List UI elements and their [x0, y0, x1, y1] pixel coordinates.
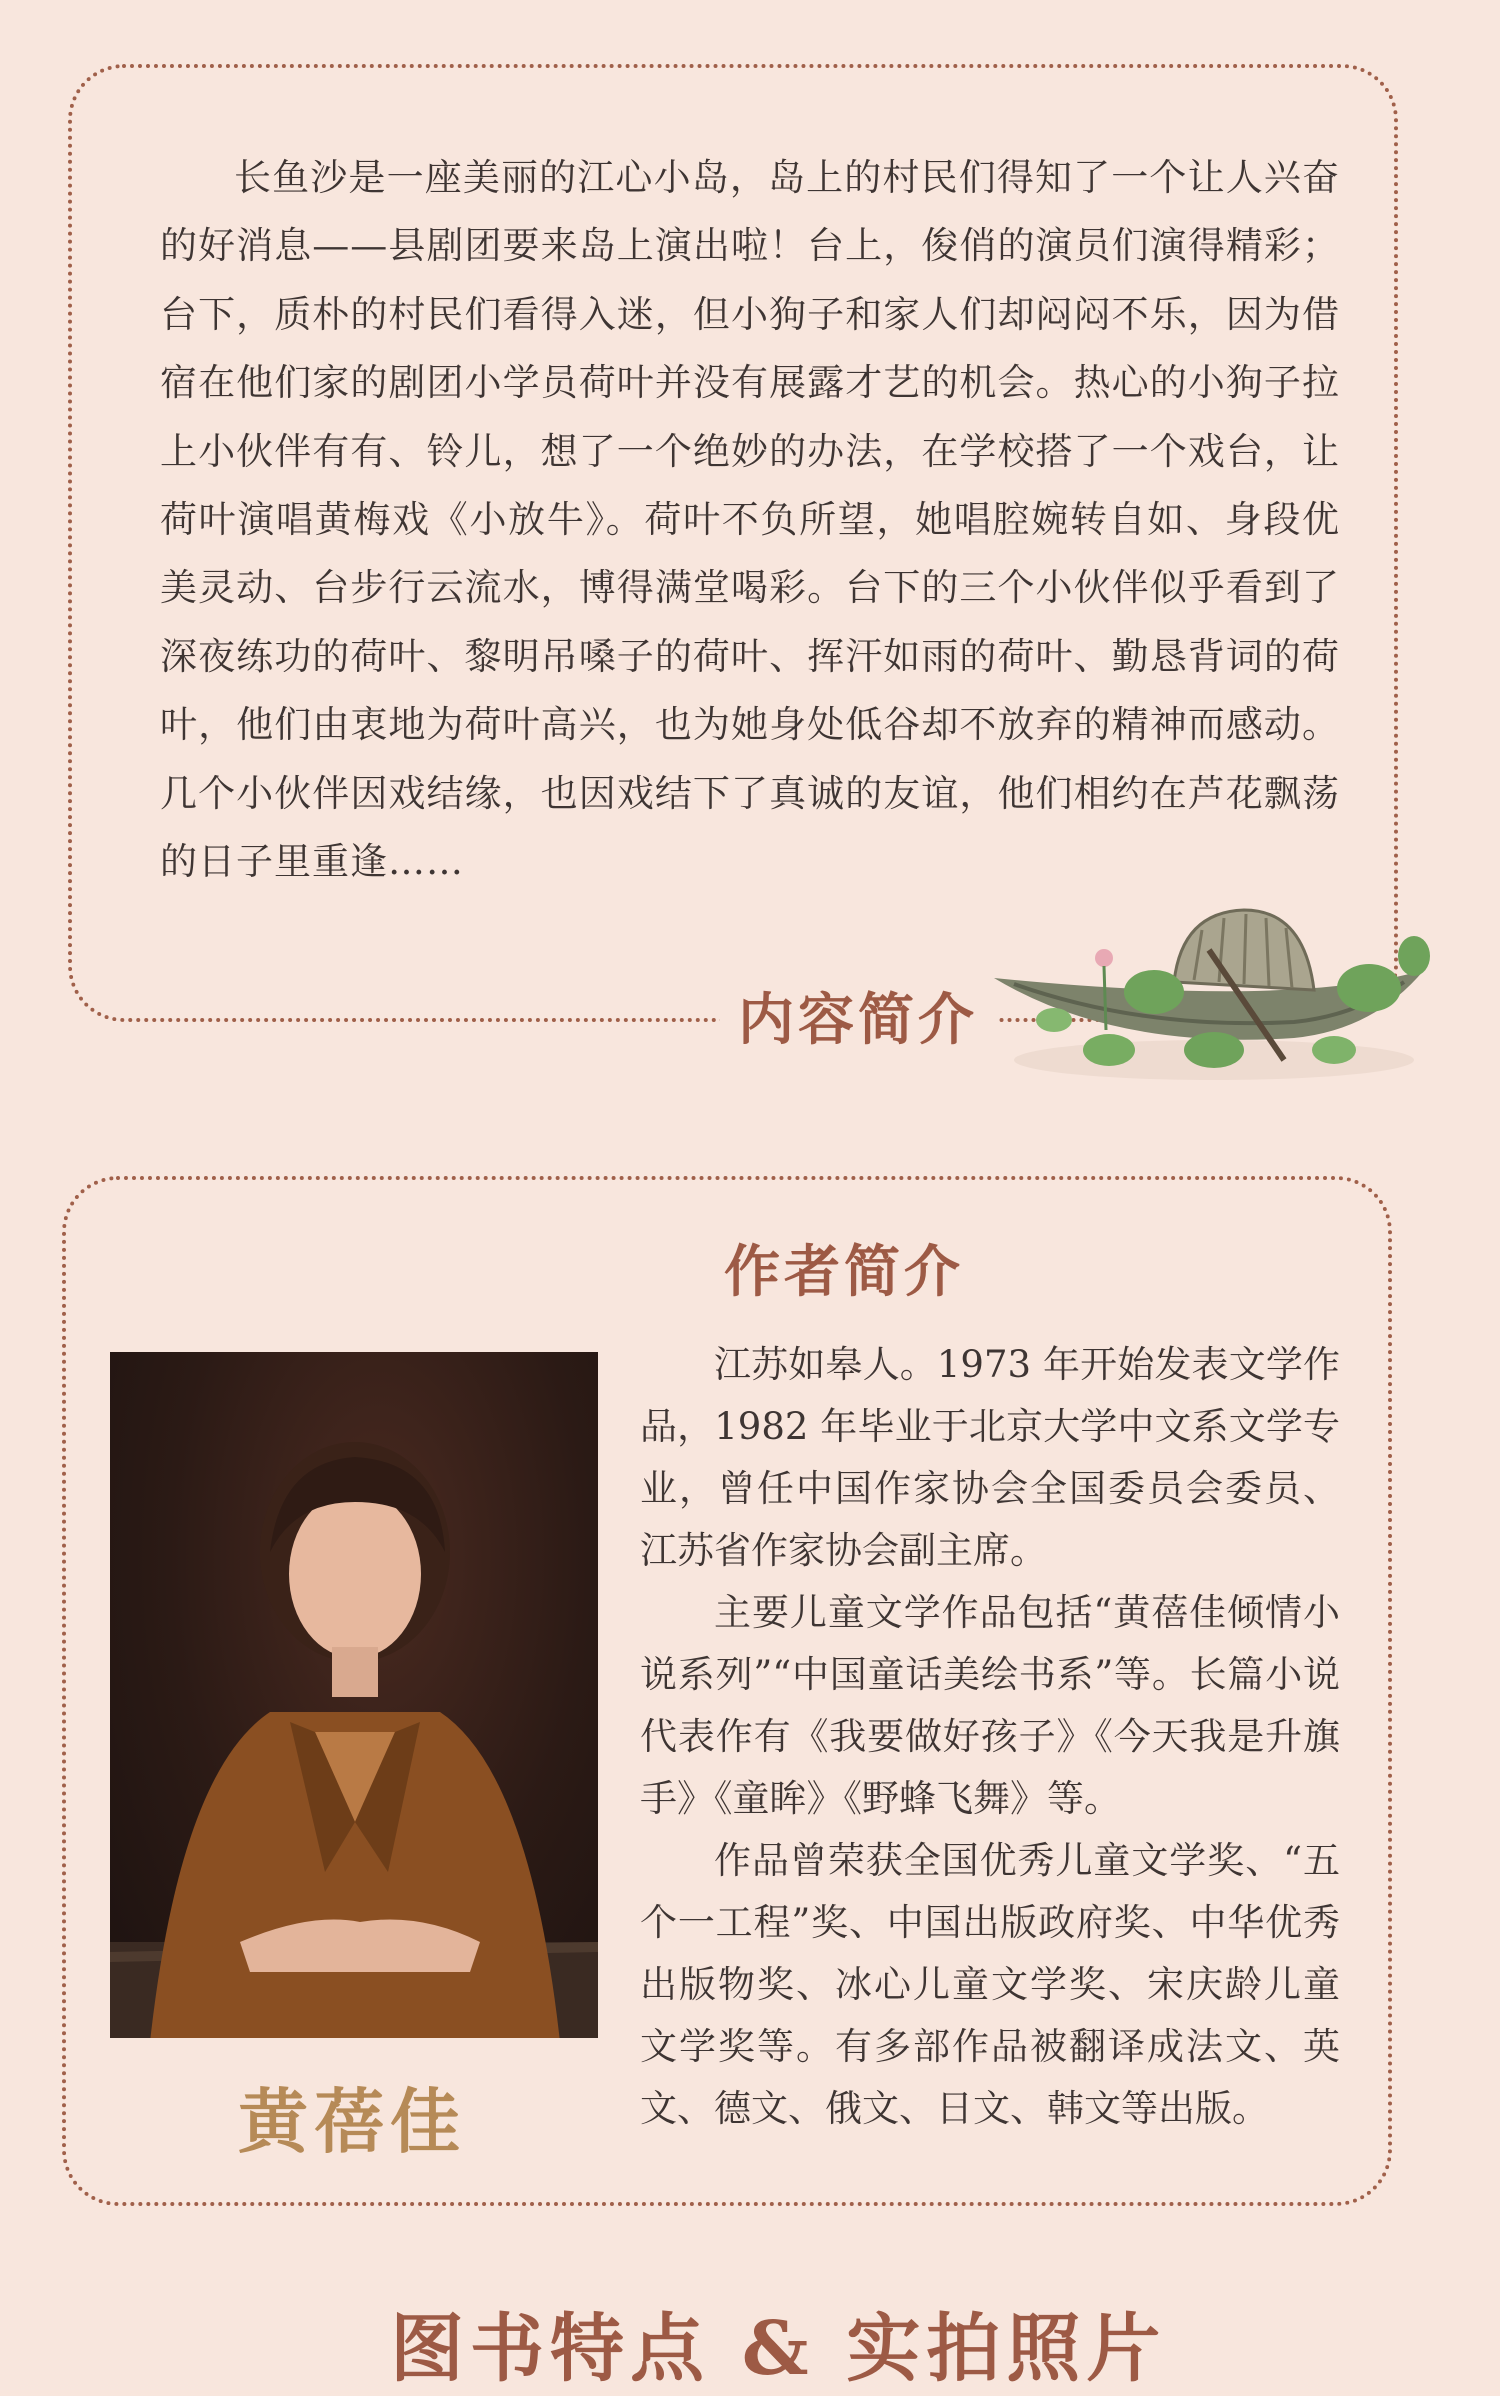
next-section-title: 图书特点 & 实拍照片 — [390, 2306, 1167, 2392]
author-bio — [640, 1334, 1340, 2140]
content-intro-title: 内容简介 — [738, 987, 978, 1053]
author-bio-paragraph: 江苏如皋人。1973 年开始发表文学作品，1982 年毕业于北京大学中文系文学专业，曾任中国作家协会全国委员会委员、江苏省作家协会副主席。 — [640, 1343, 1340, 1572]
author-bio-paragraph: 主要儿童文学作品包括“黄蓓佳倾情小说系列”“中国童话美绘书系”等。长篇小说代表作有《我要做好孩子》《今天我是升旗手》《童眸》《野蜂飞舞》等。 — [640, 1591, 1340, 1820]
author-intro-title: 作者简介 — [724, 1239, 964, 1305]
author-photo — [110, 1352, 598, 2038]
author-name: 黄蓓佳 — [238, 2080, 466, 2163]
intro-paragraph: 长鱼沙是一座美丽的江心小岛，岛上的村民们得知了一个让人兴奋的好消息——县剧团要来岛上演出啦！台上，俊俏的演员们演得精彩；台下，质朴的村民们看得入迷，但小狗子和家人们却闷闷不乐，因为借宿在他们家的剧团小学员荷叶并没有展露才艺的机会。热心的小狗子拉上小伙伴有有、铃儿，想了一个绝妙的办法，在学校搭了一个戏台，让荷叶演唱黄梅戏《小放牛》。荷叶不负所望，她唱腔婉转自如、身段优美灵动、台步行云流水，博得满堂喝彩。台下的三个小伙伴似乎看到了深夜练功的荷叶、黎明吊嗓子的荷叶、挥汗如雨的荷叶、勤恳背词的荷叶，他们由衷地为荷叶高兴，也为她身处低谷却不放弃的精神而感动。几个小伙伴因戏结缘，也因戏结下了真诚的友谊，他们相约在芦花飘荡的日子里重逢…… — [160, 156, 1340, 884]
content-intro-text — [160, 144, 1340, 896]
boat-lotus-illustration — [994, 900, 1434, 1100]
author-bio-paragraph: 作品曾荣获全国优秀儿童文学奖、“五个一工程”奖、中国出版政府奖、中华优秀出版物奖、冰心儿童文学奖、宋庆龄儿童文学奖等。有多部作品被翻译成法文、英文、德文、俄文、日文、韩文等出版。 — [640, 1839, 1340, 2130]
